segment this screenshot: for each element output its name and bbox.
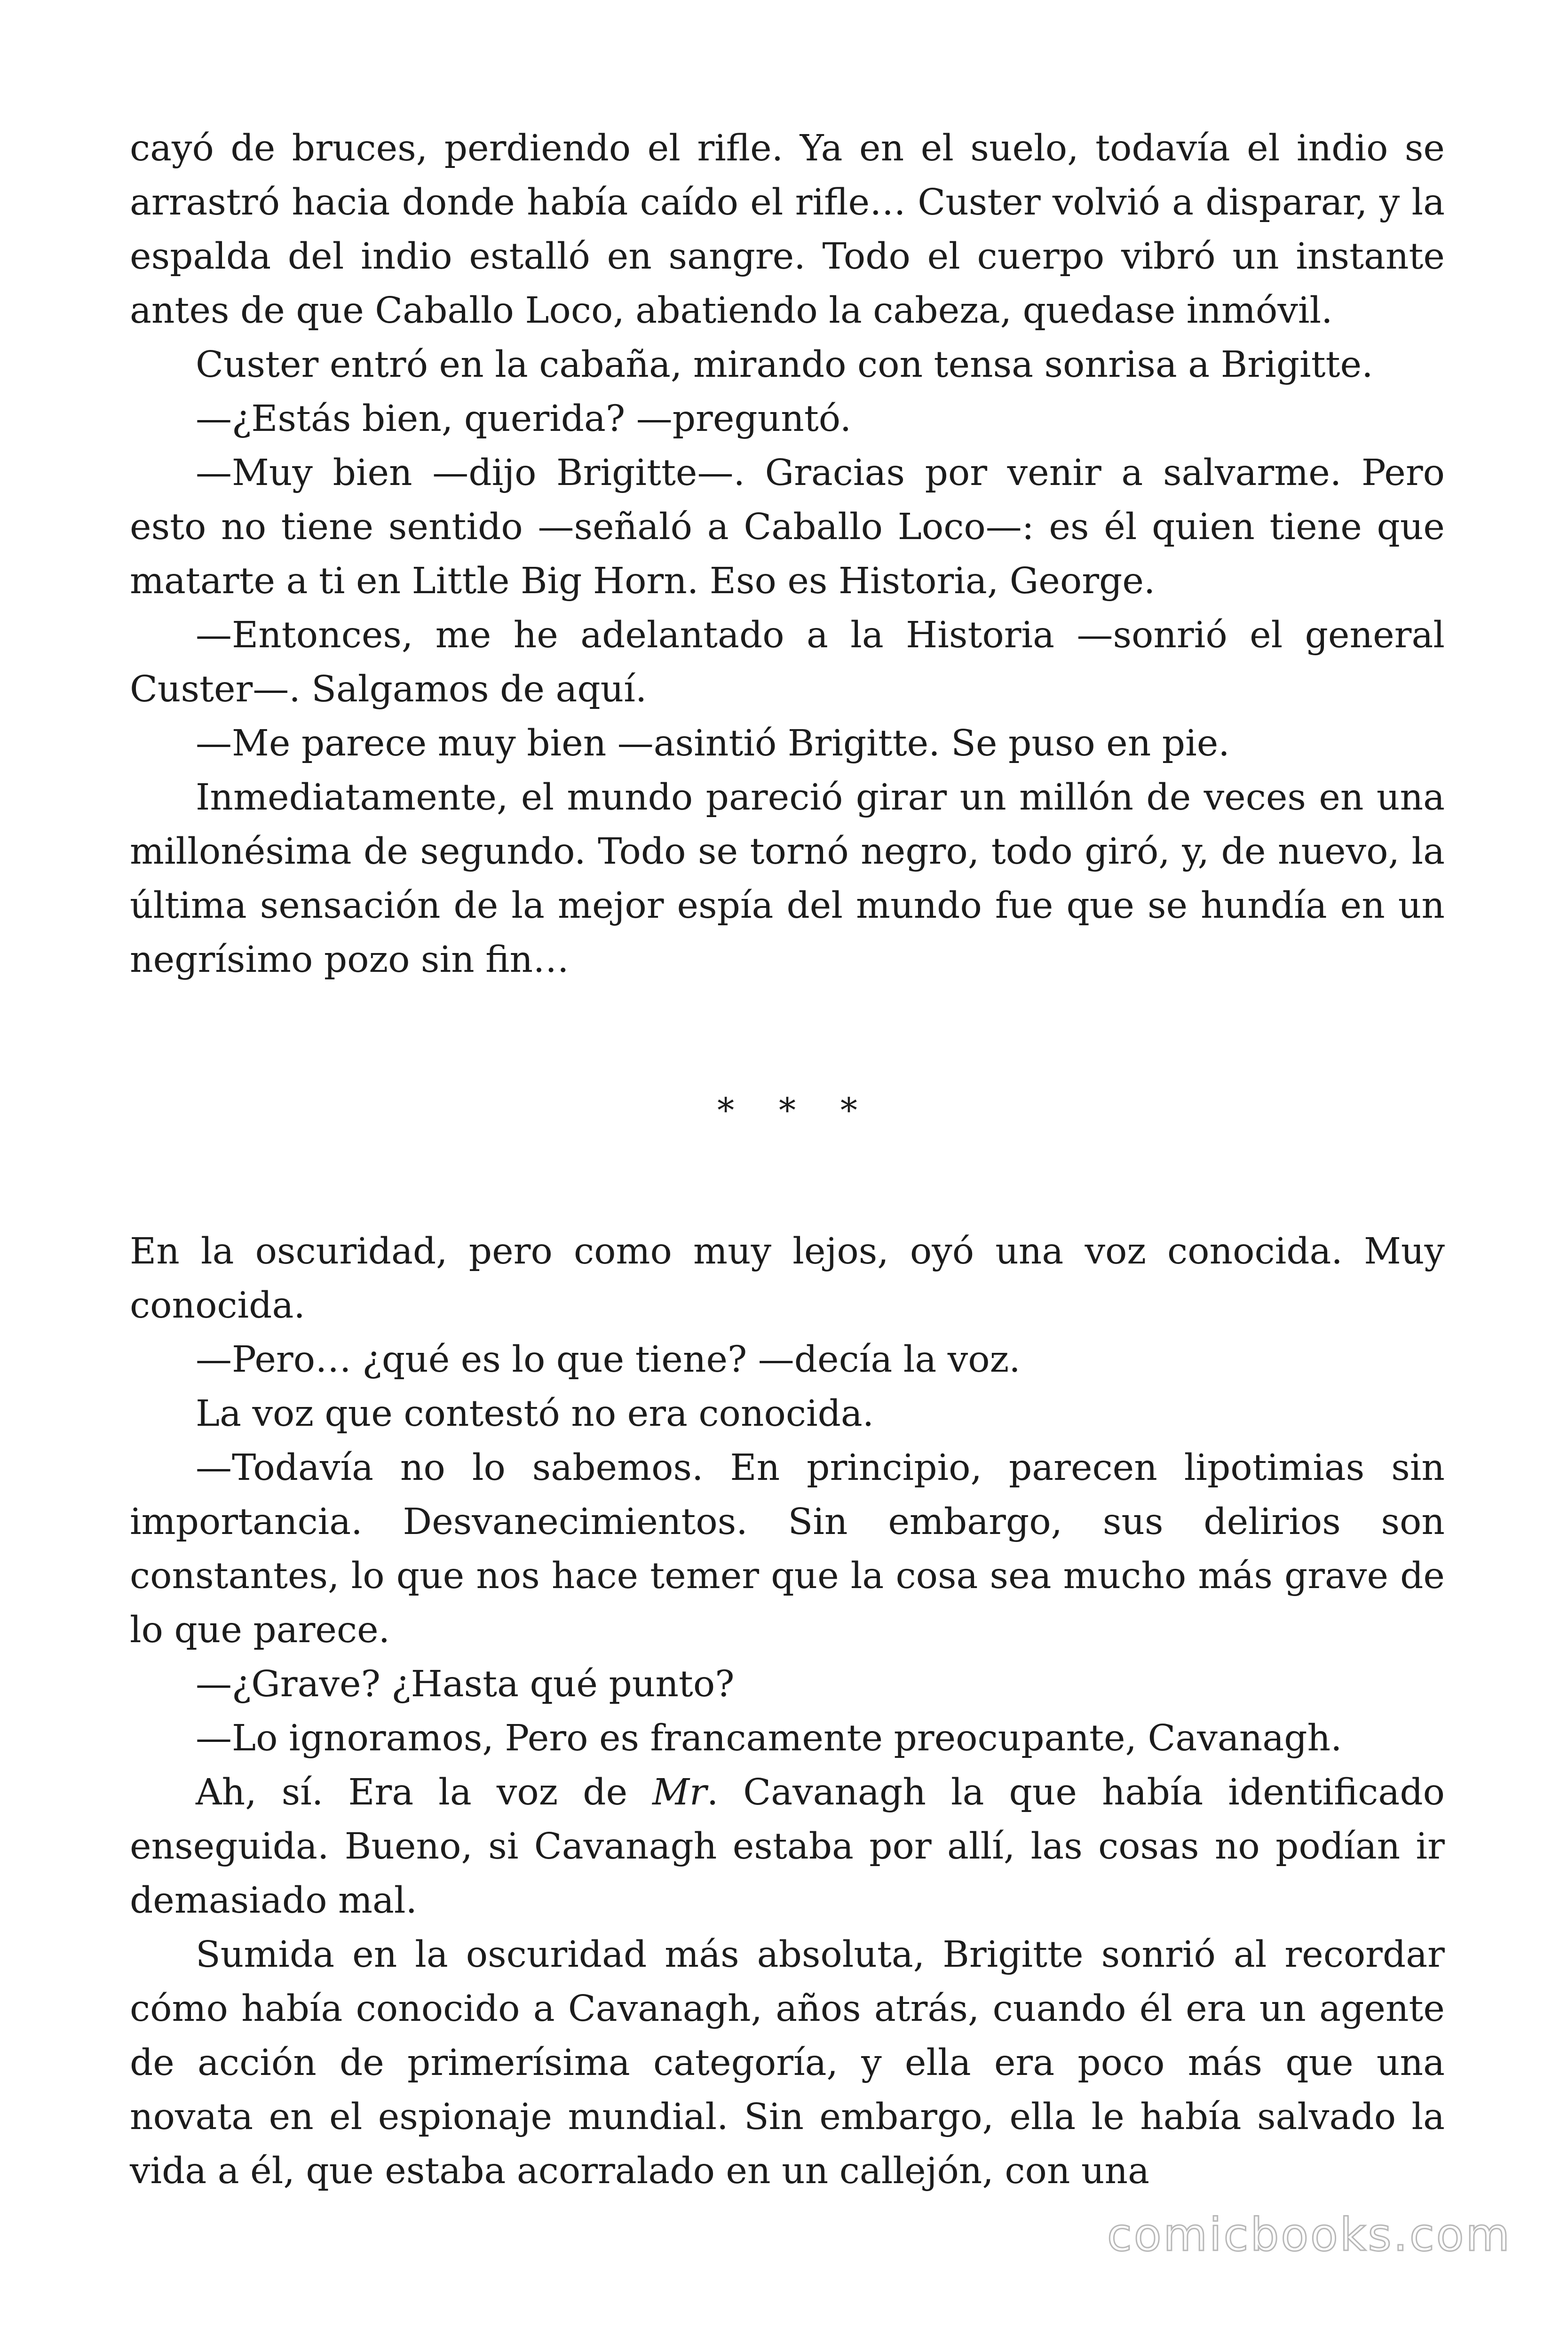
paragraph: —Muy bien —dijo Brigitte—. Gracias por venir a salvarme. Pero esto no tiene sentido —señaló a Caballo Loco—: es él quien tiene que matarte a ti en Little Big Horn. Eso es Historia, George. xyxy=(130,452,1445,602)
paragraph: —Me parece muy bien —asintió Brigitte. Se puso en pie. xyxy=(196,723,1230,764)
paragraph: —Todavía no lo sabemos. En principio, parecen lipotimias sin importancia. Desvanecimientos. Sin embargo, sus delirios son constantes, lo que nos hace temer que la cosa sea mucho más grave de lo que parece. xyxy=(130,1447,1445,1651)
italic-mr: Mr xyxy=(652,1772,707,1813)
watermark: comicbooks.com xyxy=(1107,2209,1512,2261)
paragraph-segment: Ah, sí. Era la voz de xyxy=(196,1772,653,1813)
paragraphs-before xyxy=(130,121,1445,987)
paragraph: —Pero… ¿qué es lo que tiene? —decía la voz. xyxy=(196,1339,1021,1381)
paragraphs-after xyxy=(130,1224,1445,2198)
paragraph: —¿Grave? ¿Hasta qué punto? xyxy=(196,1663,735,1705)
paragraph: Custer entró en la cabaña, mirando con tensa sonrisa a Brigitte. xyxy=(196,344,1373,386)
paragraph: —Entonces, me he adelantado a la Historia —sonrió el general Custer—. Salgamos de aquí. xyxy=(130,614,1445,710)
paragraph: En la oscuridad, pero como muy lejos, oyó una voz conocida. Muy conocida. xyxy=(130,1231,1445,1327)
paragraph-mr-cavanagh xyxy=(130,1765,1445,1928)
paragraph: Sumida en la oscuridad más absoluta, Brigitte sonrió al recordar cómo había conocido a Cavanagh, años atrás, cuando él era un agente de acción de primerísima categoría, y ella era poco más que una novata en el espionaje mundial. Sin embargo, ella le había salvado la vida a él, que estaba acorralado en un callejón, con una xyxy=(130,1934,1445,2192)
paragraph: Inmediatamente, el mundo pareció girar un millón de veces en una millonésima de segundo. Todo se tornó negro, todo giró, y, de nuevo, la última sensación de la mejor espía del mundo fue que se hundía en un negrísimo pozo sin fin… xyxy=(130,777,1445,981)
paragraph: La voz que contestó no era conocida. xyxy=(196,1393,874,1435)
paragraph: —¿Estás bien, querida? —preguntó. xyxy=(196,398,852,440)
book-page xyxy=(130,121,1445,2198)
scene-separator: * * * xyxy=(717,1090,874,1130)
paragraph-segment: . Cavanagh la que había identificado enseguida. Bueno, si Cavanagh estaba por allí, las cosas no podían ir demasiado mal. xyxy=(130,1772,1445,1922)
paragraph: cayó de bruces, perdiendo el rifle. Ya en el suelo, todavía el indio se arrastró hacia donde había caído el rifle… Custer volvió a disparar, y la espalda del indio estalló en sangre. Todo el cuerpo vibró un instante antes de que Caballo Loco, abatiendo la cabeza, quedase inmóvil. xyxy=(130,127,1445,332)
paragraph: —Lo ignoramos, Pero es francamente preocupante, Cavanagh. xyxy=(196,1717,1342,1759)
